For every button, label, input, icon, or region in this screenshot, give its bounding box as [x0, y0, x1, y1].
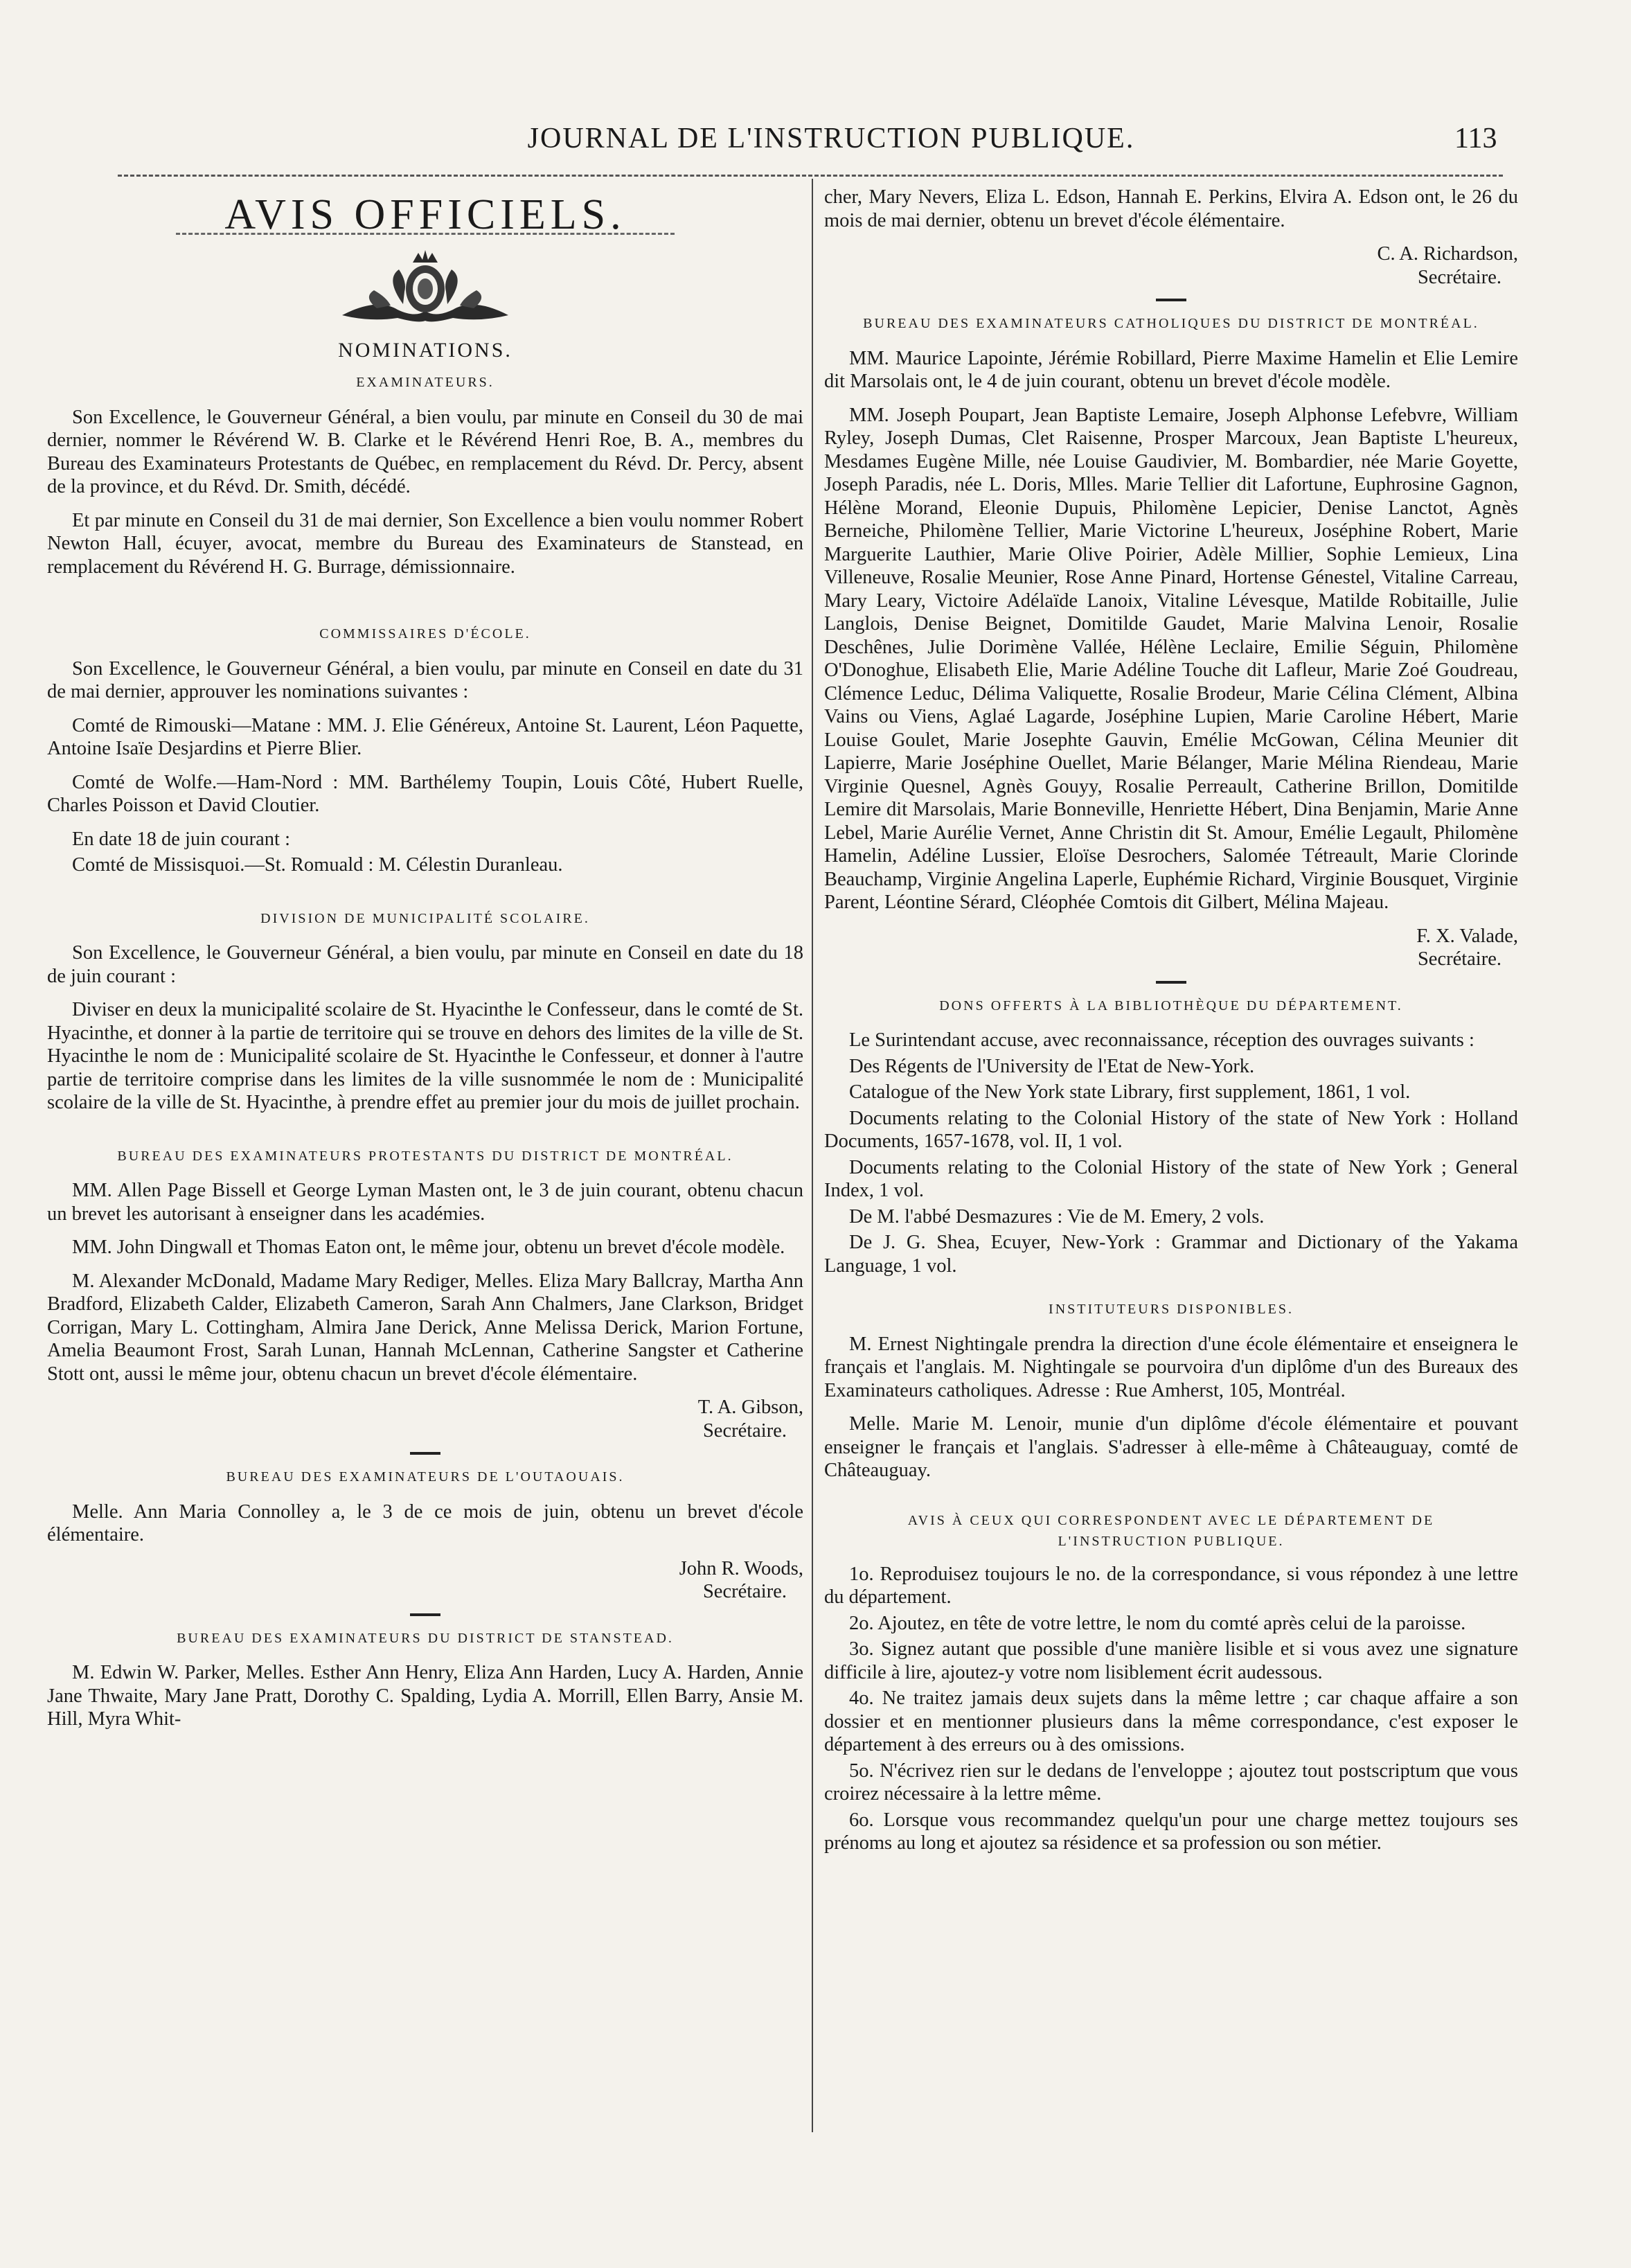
dons-item: Documents relating to the Colonial History of the state of New York ; General Index, 1 vol. [824, 1156, 1518, 1201]
dons-item: Documents relating to the Colonial History of the state of New York : Holland Documents, 1657-1678, vol. II, 1 vol. [824, 1107, 1518, 1152]
avis-item: 4o. Ne traitez jamais deux sujets dans la même lettre ; car chaque affaire a son dossier et en mentionner plusieurs dans la même correspondance, c'est exposer le département à des erreurs ou à des omissions. [824, 1687, 1518, 1755]
dons-item: De M. l'abbé Desmazures : Vie de M. Emery, 2 vols. [849, 1205, 1265, 1228]
commissaires-paragraph-5: Comté de Missisquoi.—St. Romuald : M. Célestin Duranleau. [72, 854, 563, 876]
dons-item: Des Régents de l'University de l'Etat de New-York. [849, 1055, 1255, 1077]
signature-valade: F. X. Valade, [1416, 925, 1518, 947]
dons-heading: DONS OFFERTS À LA BIBLIOTHÈQUE DU DÉPARTEMENT. [939, 998, 1403, 1013]
coat-of-arms-icon [335, 249, 515, 325]
montreal-catholique-paragraph-2: MM. Joseph Poupart, Jean Baptiste Lemaire, Joseph Alphonse Lefebvre, William Ryley, Joseph Dumas, Clet Raisenne, Prosper Marcoux, Jean Baptiste L'heureux, Mesdames Eugène Mille, née Louise Gaudivier, M. Bombardier, née Marie Goyette, Joseph Paradis, née L. Doris, Mlles. Marie Tellier dit Lafortune, Euphrosine Gagnon, Hélène Morand, Eleonie Dupuis, Philomène Lepicier, Denise Lanctot, Agnès Berneiche, Philomène Tellier, Marie Victorine L'heureux, Joséphine Robert, Marie Marguerite Lauthier, Marie Olive Poirier, Adèle Millier, Sophie Lemieux, Lina Villeneuve, Rosalie Meunier, Rose Anne Pinard, Hortense Génestel, Vitaline Carreau, Mary Leary, Victoire Adélaïde Lanoix, Vitaline Lévesque, Matilde Robitaille, Julie Langlois, Denise Beignet, Domitilde Gaudet, Marie Malvina Lenoir, Rosalie Deschênes, Julie Dorimène Vallée, Hélène Leclaire, Emilie Séguin, Philomène O'Donoghue, Elisabeth Elie, Marie Adéline Touche dit Lafleur, Marie Zoé Goudreau, Clémence Leduc, Délima Valiquette, Rosalie Brodeur, Marie Célina Clément, Albina Vains ou Viens, Aglaé Lagarde, Joséphine Lupien, Marie Caroline Hébert, Marie Louise Goulet, Marie Josephte Gauvin, Emélie McGowan, Célina Meunier dit Lapierre, Marie Joséphine Ouellet, Marie Bélanger, Marie Mélina Riendeau, Marie Virginie Quesnel, Agnès Gouyy, Rosalie Perreault, Catherine Brillon, Domitilde Lemire dit Marsolais, Marie Bonneville, Henriette Hébert, Dina Benjamin, Marie Anne Lebel, Marie Aurélie Vernet, Anne Christin dit St. Amour, Emélie Legault, Philomène Hamelin, Adéline Lussier, Eloïse Desrochers, Salomée Tétreault, Marie Clorinde Beauchamp, Virginie Angelina Laperle, Euphémie Richard, Virginie Bousquet, Virginie Parent, Léontine Sérard, Cléophée Comtois dit Gilbert, Mélina Majeau. [824, 404, 1518, 913]
instituteurs-paragraph-1: M. Ernest Nightingale prendra la direction d'une école élémentaire et enseignera le français et l'anglais. M. Nightingale se pourvoira d'un diplôme d'un des Bureaux des Examinateurs catholiques. Adresse : Rue Amherst, 105, Montréal. [824, 1333, 1518, 1401]
montreal-catholique-paragraph-1: MM. Maurice Lapointe, Jérémie Robillard, Pierre Maxime Hamelin et Elie Lemire dit Marsolais ont, le 4 de juin courant, obtenu un brevet d'école modèle. [824, 347, 1518, 392]
outaouais-paragraph-1: Melle. Ann Maria Connolley a, le 3 de ce mois de juin, obtenu un brevet d'école élémentaire. [47, 1500, 803, 1545]
avis-item: 1o. Reproduisez toujours le no. de la correspondance, si vous répondez à une lettre du département. [824, 1563, 1518, 1608]
signature-woods: John R. Woods, [679, 1557, 803, 1579]
avis-item: 3o. Signez autant que possible d'une manière lisible et si vous avez une signature difficile à lire, ajoutez-y votre nom lisiblement écrit audessous. [824, 1638, 1518, 1683]
montreal-protestant-paragraph-2: MM. John Dingwall et Thomas Eaton ont, le même jour, obtenu un brevet d'école modèle. [72, 1237, 785, 1258]
signature-role: Secrétaire. [702, 1581, 787, 1602]
dons-item: De J. G. Shea, Ecuyer, New-York : Grammar and Dictionary of the Yakama Language, 1 vol. [824, 1232, 1518, 1277]
stanstead-continued-paragraph: cher, Mary Nevers, Eliza L. Edson, Hannah E. Perkins, Elvira A. Edson ont, le 26 du mois de mai dernier, obtenu un brevet d'école élémentaire. [824, 186, 1518, 231]
stanstead-heading: BUREAU DES EXAMINATEURS DU DISTRICT DE STANSTEAD. [177, 1630, 674, 1646]
examinateurs-paragraph-1: Son Excellence, le Gouverneur Général, a bien voulu, par minute en Conseil du 30 de mai dernier, nommer le Révérend W. B. Clarke et le Révérend Henri Roe, B. A., membres du Bureau des Examinateurs Protestants de Québec, en remplacement du Révd. Dr. Percy, absent de la province, et du Révd. Dr. Smith, décédé. [47, 406, 803, 497]
avis-item: 5o. N'écrivez rien sur le dedans de l'enveloppe ; ajoutez tout postscriptum que vous croirez nécessaire à la lettre même. [824, 1760, 1518, 1805]
avis-heading-line-1: AVIS À CEUX QUI CORRESPONDENT AVEC LE DÉPARTEMENT DE [907, 1512, 1435, 1528]
signature-role: Secrétaire. [1417, 948, 1501, 970]
montreal-catholique-heading: BUREAU DES EXAMINATEURS CATHOLIQUES DU DISTRICT DE MONTRÉAL. [863, 316, 1479, 331]
section-rule [1156, 299, 1186, 301]
signature-role: Secrétaire. [1417, 266, 1501, 288]
examinateurs-heading: EXAMINATEURS. [356, 375, 494, 390]
avis-item: 6o. Lorsque vous recommandez quelqu'un pour une charge mettez toujours ses prénoms au long et ajoutez sa résidence et sa profession ou son métier. [824, 1809, 1518, 1854]
dons-intro: Le Surintendant accuse, avec reconnaissance, réception des ouvrages suivants : [849, 1029, 1474, 1051]
header-rule [118, 175, 1503, 177]
division-paragraph-1: Son Excellence, le Gouverneur Général, a bien voulu, par minute en Conseil en date du 18 de juin courant : [47, 942, 803, 987]
section-rule [1156, 981, 1186, 984]
montreal-protestant-paragraph-1: MM. Allen Page Bissell et George Lyman Masten ont, le 3 de juin courant, obtenu chacun un brevet les autorisant à enseigner dans les académies. [47, 1180, 803, 1225]
commissaires-paragraph-3: Comté de Wolfe.—Ham-Nord : MM. Barthélemy Toupin, Louis Côté, Hubert Ruelle, Charles Poisson et David Cloutier. [47, 771, 803, 816]
division-heading: DIVISION DE MUNICIPALITÉ SCOLAIRE. [260, 910, 590, 926]
montreal-protestant-heading: BUREAU DES EXAMINATEURS PROTESTANTS DU DISTRICT DE MONTRÉAL. [117, 1148, 733, 1164]
page-title: AVIS OFFICIELS. [224, 191, 626, 238]
column-divider [812, 179, 813, 2132]
signature-richardson: C. A. Richardson, [1377, 243, 1518, 265]
running-head: JOURNAL DE L'INSTRUCTION PUBLIQUE. [527, 123, 1135, 154]
stanstead-paragraph-1: M. Edwin W. Parker, Melles. Esther Ann Henry, Eliza Ann Harden, Lucy A. Harden, Annie Jane Thwaite, Mary Jane Pratt, Dorothy C. Spalding, Lydia A. Morrill, Ellen Barry, Ansie M. Hill, Myra Whit- [47, 1662, 803, 1730]
avis-item: 2o. Ajoutez, en tête de votre lettre, le nom du comté après celui de la paroisse. [849, 1612, 1466, 1634]
avis-heading [824, 1510, 1518, 1552]
commissaires-paragraph-1: Son Excellence, le Gouverneur Général, a bien voulu, par minute en Conseil en date du 31 de mai dernier, approuver les nominations suivantes : [47, 657, 803, 702]
montreal-protestant-paragraph-3: M. Alexander McDonald, Madame Mary Rediger, Melles. Eliza Mary Ballcray, Martha Ann Bradford, Elizabeth Calder, Elizabeth Cameron, Sarah Ann Chalmers, Jane Clarkson, Bridget Corrigan, Mary L. Cottingham, Almira Jane Derick, Anne Melissa Derick, Marion Fortune, Amelia Beaumont Frost, Sarah Lunan, Hannah McLennan, Catherine Sangster et Catherine Stott ont, aussi le même jour, obtenu chacun un brevet d'école élémentaire. [47, 1270, 803, 1385]
outaouais-heading: BUREAU DES EXAMINATEURS DE L'OUTAOUAIS. [226, 1469, 625, 1485]
page-number: 113 [1454, 123, 1497, 154]
section-rule [410, 1452, 440, 1455]
right-column [824, 186, 1518, 1858]
commissaires-heading: COMMISSAIRES D'ÉCOLE. [319, 626, 531, 641]
signature-gibson: T. A. Gibson, [697, 1397, 803, 1418]
nominations-heading: NOMINATIONS. [338, 338, 513, 362]
commissaires-paragraph-4: En date 18 de juin courant : [72, 828, 290, 850]
signature-role: Secrétaire. [702, 1419, 787, 1442]
section-rule [410, 1613, 440, 1616]
dons-item: Catalogue of the New York state Library, first supplement, 1861, 1 vol. [849, 1081, 1411, 1103]
avis-heading-line-2: L'INSTRUCTION PUBLIQUE. [1058, 1533, 1285, 1549]
division-paragraph-2: Diviser en deux la municipalité scolaire de St. Hyacinthe le Confesseur, dans le comté de St. Hyacinthe, et donner à la partie de territoire qui se trouve en dehors des limites de la ville de St. Hyacinthe le nom de : Municipalité scolaire de St. Hyacinthe le Confesseur, et donner à l'autre partie de territoire comprise dans les limites de la ville susnommée le nom de : Municipalité scolaire de la ville de St. Hyacinthe, à prendre effet au premier jour du mois de juillet prochain. [47, 999, 803, 1113]
left-column [47, 186, 803, 1742]
examinateurs-paragraph-2: Et par minute en Conseil du 31 de mai dernier, Son Excellence a bien voulu nommer Robert Newton Hall, écuyer, avocat, membre du Bureau des Examinateurs de Stanstead, en remplacement du Révérend H. G. Burrage, démissionnaire. [47, 509, 803, 578]
instituteurs-heading: INSTITUTEURS DISPONIBLES. [1049, 1302, 1294, 1317]
instituteurs-paragraph-2: Melle. Marie M. Lenoir, munie d'un diplôme d'école élémentaire et pouvant enseigner le français et l'anglais. S'adresser à elle-même à Châteauguay, comté de Châteauguay. [824, 1413, 1518, 1481]
commissaires-paragraph-2: Comté de Rimouski—Matane : MM. J. Elie Généreux, Antoine St. Laurent, Léon Paquette, Antoine Isaïe Desjardins et Pierre Blier. [47, 714, 803, 759]
